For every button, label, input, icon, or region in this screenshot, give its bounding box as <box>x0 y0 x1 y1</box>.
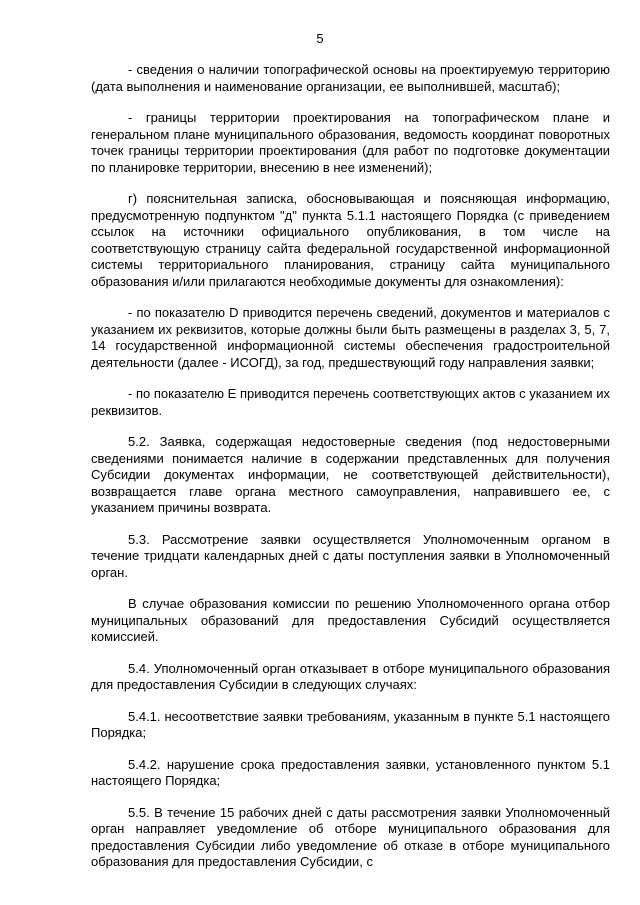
paragraph-5-2: 5.2. Заявка, содержащая недостоверные сведения (под недостоверными сведениями понимается наличие в содержании представленных для получения Субсидии документах информации, не соответствующей действительности), возвращается главе органа местного самоуправления, направившего ее, с указанием причины возврата. <box>91 434 610 515</box>
paragraph-commission: В случае образования комиссии по решению Уполномоченного органа отбор муниципальных образований для предоставления Субсидий осуществляется комиссией. <box>91 596 610 644</box>
paragraph-5-5: 5.5. В течение 15 рабочих дней с даты рассмотрения заявки Уполномоченный орган направляет уведомление об отборе муниципального образования для предоставления Субсидии либо уведомление об отказе в отборе муниципального образования для предоставления Субсидии, с <box>91 804 610 869</box>
paragraph-5-4: 5.4. Уполномоченный орган отказывает в отборе муниципального образования для предоставления Субсидии в следующих случаях: <box>91 660 610 692</box>
paragraph-indicator-e: - по показателю E приводится перечень соответствующих актов с указанием их реквизитов. <box>91 386 610 418</box>
paragraph-territory-boundaries: - границы территории проектирования на топографическом плане и генеральном плане муниципального образования, ведомость координат поворотных точек границы территории проектирования (для работ по подготовке документации по планировке территории, внесению в нее изменений); <box>91 110 610 175</box>
paragraph-explanatory-note: г) пояснительная записка, обосновывающая и поясняющая информацию, предусмотренную подпунктом "д" пункта 5.1.1 настоящего Порядка (с приведением ссылок на источники официального опубликования, в том числе на соответствующую страницу сайта федеральной государственной информационной системы территориального планирования, страницу сайта муниципального образования и/или прилагаются необходимые документы для ознакомления): <box>91 191 610 289</box>
document-body <box>91 62 610 886</box>
paragraph-topographic-basis: - сведения о наличии топографической основы на проектируемую территорию (дата выполнения и наименование организации, ее выполнившей, масштаб); <box>91 62 610 94</box>
paragraph-indicator-d: - по показателю D приводится перечень сведений, документов и материалов с указанием их реквизитов, которые должны были быть размещены в разделах 3, 5, 7, 14 государственной информационной системы обеспечения градостроительной деятельности (далее - ИСОГД), за год, предшествующий году направления заявки; <box>91 305 610 370</box>
paragraph-5-4-2: 5.4.2. нарушение срока предоставления заявки, установленного пунктом 5.1 настоящего Порядка; <box>91 756 610 788</box>
paragraph-5-4-1: 5.4.1. несоответствие заявки требованиям, указанным в пункте 5.1 настоящего Порядка; <box>91 708 610 740</box>
paragraph-5-3: 5.3. Рассмотрение заявки осуществляется Уполномоченным органом в течение тридцати календарных дней с даты поступления заявки в Уполномоченный орган. <box>91 531 610 580</box>
page-number: 5 <box>316 31 324 46</box>
